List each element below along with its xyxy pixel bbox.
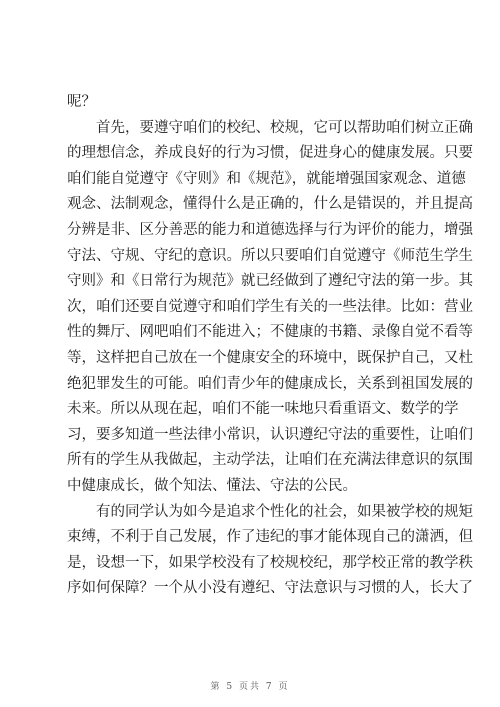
text-line: 序如何保障？一个从小没有遵纪、守法意识与习惯的人，长大了 [67,580,473,597]
text-line: 有的同学认为如今是追求个性化的社会，如果被学校的规矩 [96,503,473,520]
text-line: 性的舞厅、网吧咱们不能进入；不健康的书籍、录像自觉不看等 [67,324,473,341]
text-line: 绝犯罪发生的可能。咱们青少年的健康成长，关系到祖国发展的 [67,375,473,392]
text-line: 未来。所以从现在起，咱们不能一味地只看重语文、数学的学 [67,401,459,418]
text-line: 咱们能自觉遵守《守则》和《规范》，就能增强国家观念、道德 [67,170,466,187]
text-line: 习，要多知道一些法律小常识，认识遵纪守法的重要性，让咱们 [67,426,473,443]
text-line: 次，咱们还要自觉遵守和咱们学生有关的一些法律。比如：营业 [67,298,473,315]
text-line: 呢？ [67,94,96,110]
text-line: 的理想信念，养成良好的行为习惯，促进身心的健康发展。只要 [67,145,473,162]
body-text [67,90,473,602]
text-line: 等，这样把自己放在一个健康安全的环境中，既保护自己，又杜 [67,349,473,366]
text-line: 首先，要遵守咱们的校纪、校规，它可以帮助咱们树立正确 [96,119,473,136]
text-line: 中健康成长，做个知法、懂法、守法的公民。 [67,477,357,494]
text-line: 所有的学生从我做起，主动学法，让咱们在充满法律意识的氛围 [67,452,473,469]
text-line: 束缚，不利于自己发展，作了违纪的事才能体现自己的潇洒，但 [67,529,473,546]
text-line: 守则》和《日常行为规范》就已经做到了遵纪守法的第一步。其 [67,273,473,290]
text-line: 分辨是非、区分善恶的能力和道德选择与行为评价的能力，增强 [67,221,473,238]
text-line: 是，设想一下，如果学校没有了校规校纪，那学校正常的教学秩 [67,554,473,571]
text-line: 观念、法制观念，懂得什么是正确的，什么是错误的，并且提高 [67,196,473,213]
text-line: 守法、守规、守纪的意识。所以只要咱们自觉遵守《师范生学生 [67,247,473,264]
page-footer: 第 5 页共 7 页 [210,682,290,692]
